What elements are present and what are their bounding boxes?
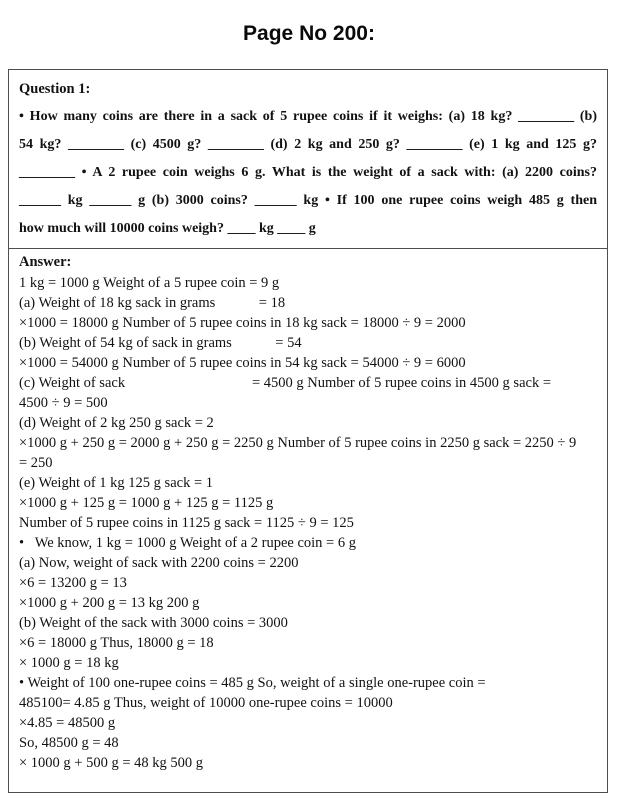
answer-line: × 1000 g = 18 kg: [19, 655, 119, 671]
question-line: ________ • A 2 rupee coin weighs 6 g. What is the weight of a sack with: (a) 2200 coins?: [19, 165, 597, 180]
answer-line: 1 kg = 1000 g Weight of a 5 rupee coin = 9 g: [19, 275, 280, 291]
answer-line: • Weight of 100 one-rupee coins = 485 g So, weight of a single one-rupee coin =: [19, 675, 486, 691]
answer-line: Number of 5 rupee coins in 1125 g sack = 1125 ÷ 9 = 125: [19, 515, 354, 531]
question-line: ______ kg ______ g (b) 3000 coins? ______ kg • If 100 one rupee coins weigh 485 g then: [19, 193, 597, 208]
answer-line: (a) Now, weight of sack with 2200 coins = 2200: [19, 555, 299, 571]
answer-line: × 1000 g + 500 g = 48 kg 500 g: [19, 755, 204, 771]
answer-heading: Answer:: [19, 254, 72, 270]
answer-line: ×1000 = 54000 g Number of 5 rupee coins in 54 kg sack = 54000 ÷ 9 = 6000: [19, 355, 466, 371]
answer-line: ×1000 = 18000 g Number of 5 rupee coins in 18 kg sack = 18000 ÷ 9 = 2000: [19, 315, 466, 331]
question-line: • How many coins are there in a sack of 5 rupee coins if it weighs: (a) 18 kg? ________ (b): [19, 109, 597, 124]
answer-section: [9, 249, 607, 793]
answer-line: • We know, 1 kg = 1000 g Weight of a 2 rupee coin = 6 g: [19, 535, 356, 551]
page-title: Page No 200:: [243, 22, 375, 45]
answer-line: ×1000 g + 125 g = 1000 g + 125 g = 1125 g: [19, 495, 274, 511]
answer-line: ×6 = 13200 g = 13: [19, 575, 127, 591]
answer-line: 485100= 4.85 g Thus, weight of 10000 one-rupee coins = 10000: [19, 695, 393, 711]
answer-line: 4500 ÷ 9 = 500: [19, 395, 108, 411]
answer-line: (c) Weight of sack = 4500 g Number of 5 rupee coins in 4500 g sack =: [19, 375, 551, 391]
answer-line: = 250: [19, 455, 53, 471]
answer-line: (b) Weight of 54 kg of sack in grams = 54: [19, 335, 302, 351]
answer-line: (d) Weight of 2 kg 250 g sack = 2: [19, 415, 214, 431]
question-line: how much will 10000 coins weigh? ____ kg ____ g: [19, 221, 316, 236]
answer-line: ×4.85 = 48500 g: [19, 715, 116, 731]
answer-line: ×1000 g + 200 g = 13 kg 200 g: [19, 595, 200, 611]
answer-line: (b) Weight of the sack with 3000 coins = 3000: [19, 615, 288, 631]
answer-line: ×1000 g + 250 g = 2000 g + 250 g = 2250 g Number of 5 rupee coins in 2250 g sack = 2250 ÷ 9: [19, 435, 577, 451]
answer-line: So, 48500 g = 48: [19, 735, 119, 751]
answer-line: ×6 = 18000 g Thus, 18000 g = 18: [19, 635, 214, 651]
question-heading: Question 1:: [19, 81, 91, 97]
question-section: [9, 70, 607, 249]
question-line: 54 kg? ________ (c) 4500 g? ________ (d) 2 kg and 250 g? ________ (e) 1 kg and 125 g?: [19, 137, 597, 152]
worksheet-box: [8, 69, 608, 793]
answer-line: (e) Weight of 1 kg 125 g sack = 1: [19, 475, 213, 491]
answer-line: (a) Weight of 18 kg sack in grams = 18: [19, 295, 286, 311]
